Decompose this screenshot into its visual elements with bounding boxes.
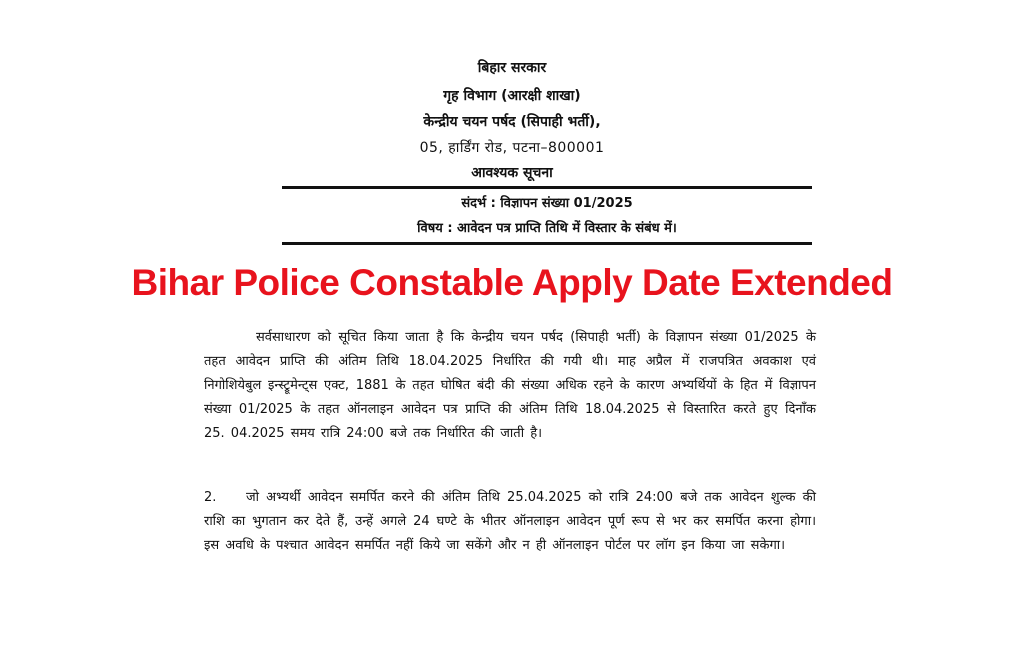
department-title: गृह विभाग (आरक्षी शाखा) — [443, 88, 581, 104]
headline-banner: Bihar Police Constable Apply Date Extended — [131, 262, 893, 303]
notice-paragraph-2 — [204, 486, 816, 558]
bottom-divider — [282, 242, 812, 245]
notice-paragraph-1: सर्वसाधारण को सूचित किया जाता है कि केन्द्रीय चयन पर्षद (सिपाही भर्ती) के विज्ञापन संख्या 01/2025 के तहत आवेदन प्राप्ति की अंतिम तिथि 18.04.2025 निर्धारित की गयी थी। माह अप्रैल में राजपत्रित अवकाश एवं निगोशियेबुल इन्स्ट्रूमेन्ट्स एक्ट, 1881 के तहत घोषित बंदी की संख्या अधिक रहने के कारण अभ्यर्थियों के हित में विज्ञापन संख्या 01/2025 के तहत ऑनलाइन आवेदन पत्र प्राप्ति की अंतिम तिथि 18.04.2025 से विस्तारित करते हुए दिनाँक 25. 04.2025 समय रात्रि 24:00 बजे तक निर्धारित की जाती है। — [204, 330, 816, 441]
notice-paragraph-2-text: जो अभ्यर्थी आवेदन समर्पित करने की अंतिम तिथि 25.04.2025 को रात्रि 24:00 बजे तक आवेदन शुल्क की राशि का भुगतान कर देते हैं, उन्हें अगले 24 घण्टे के भीतर ऑनलाइन आवेदन पूर्ण रूप से भर कर समर्पित करना होगा। इस अवधि के पश्चात आवेदन समर्पित नहीं किये जा सकेंगे और न ही ऑनलाइन पोर्टल पर लॉग इन किया जा सकेगा। — [204, 490, 816, 553]
government-title: बिहार सरकार — [477, 60, 547, 76]
top-divider — [282, 186, 812, 189]
office-address: 05, हार्डिंग रोड, पटना–800001 — [419, 140, 605, 156]
paragraph-number: 2. — [204, 490, 217, 505]
council-title: केन्द्रीय चयन पर्षद (सिपाही भर्ती), — [423, 114, 601, 130]
reference-line: संदर्भ : विज्ञापन संख्या 01/2025 — [461, 196, 633, 211]
subject-line: विषय : आवेदन पत्र प्राप्ति तिथि में विस्तार के संबंध में। — [417, 221, 677, 236]
notice-type-heading: आवश्यक सूचना — [471, 165, 553, 181]
